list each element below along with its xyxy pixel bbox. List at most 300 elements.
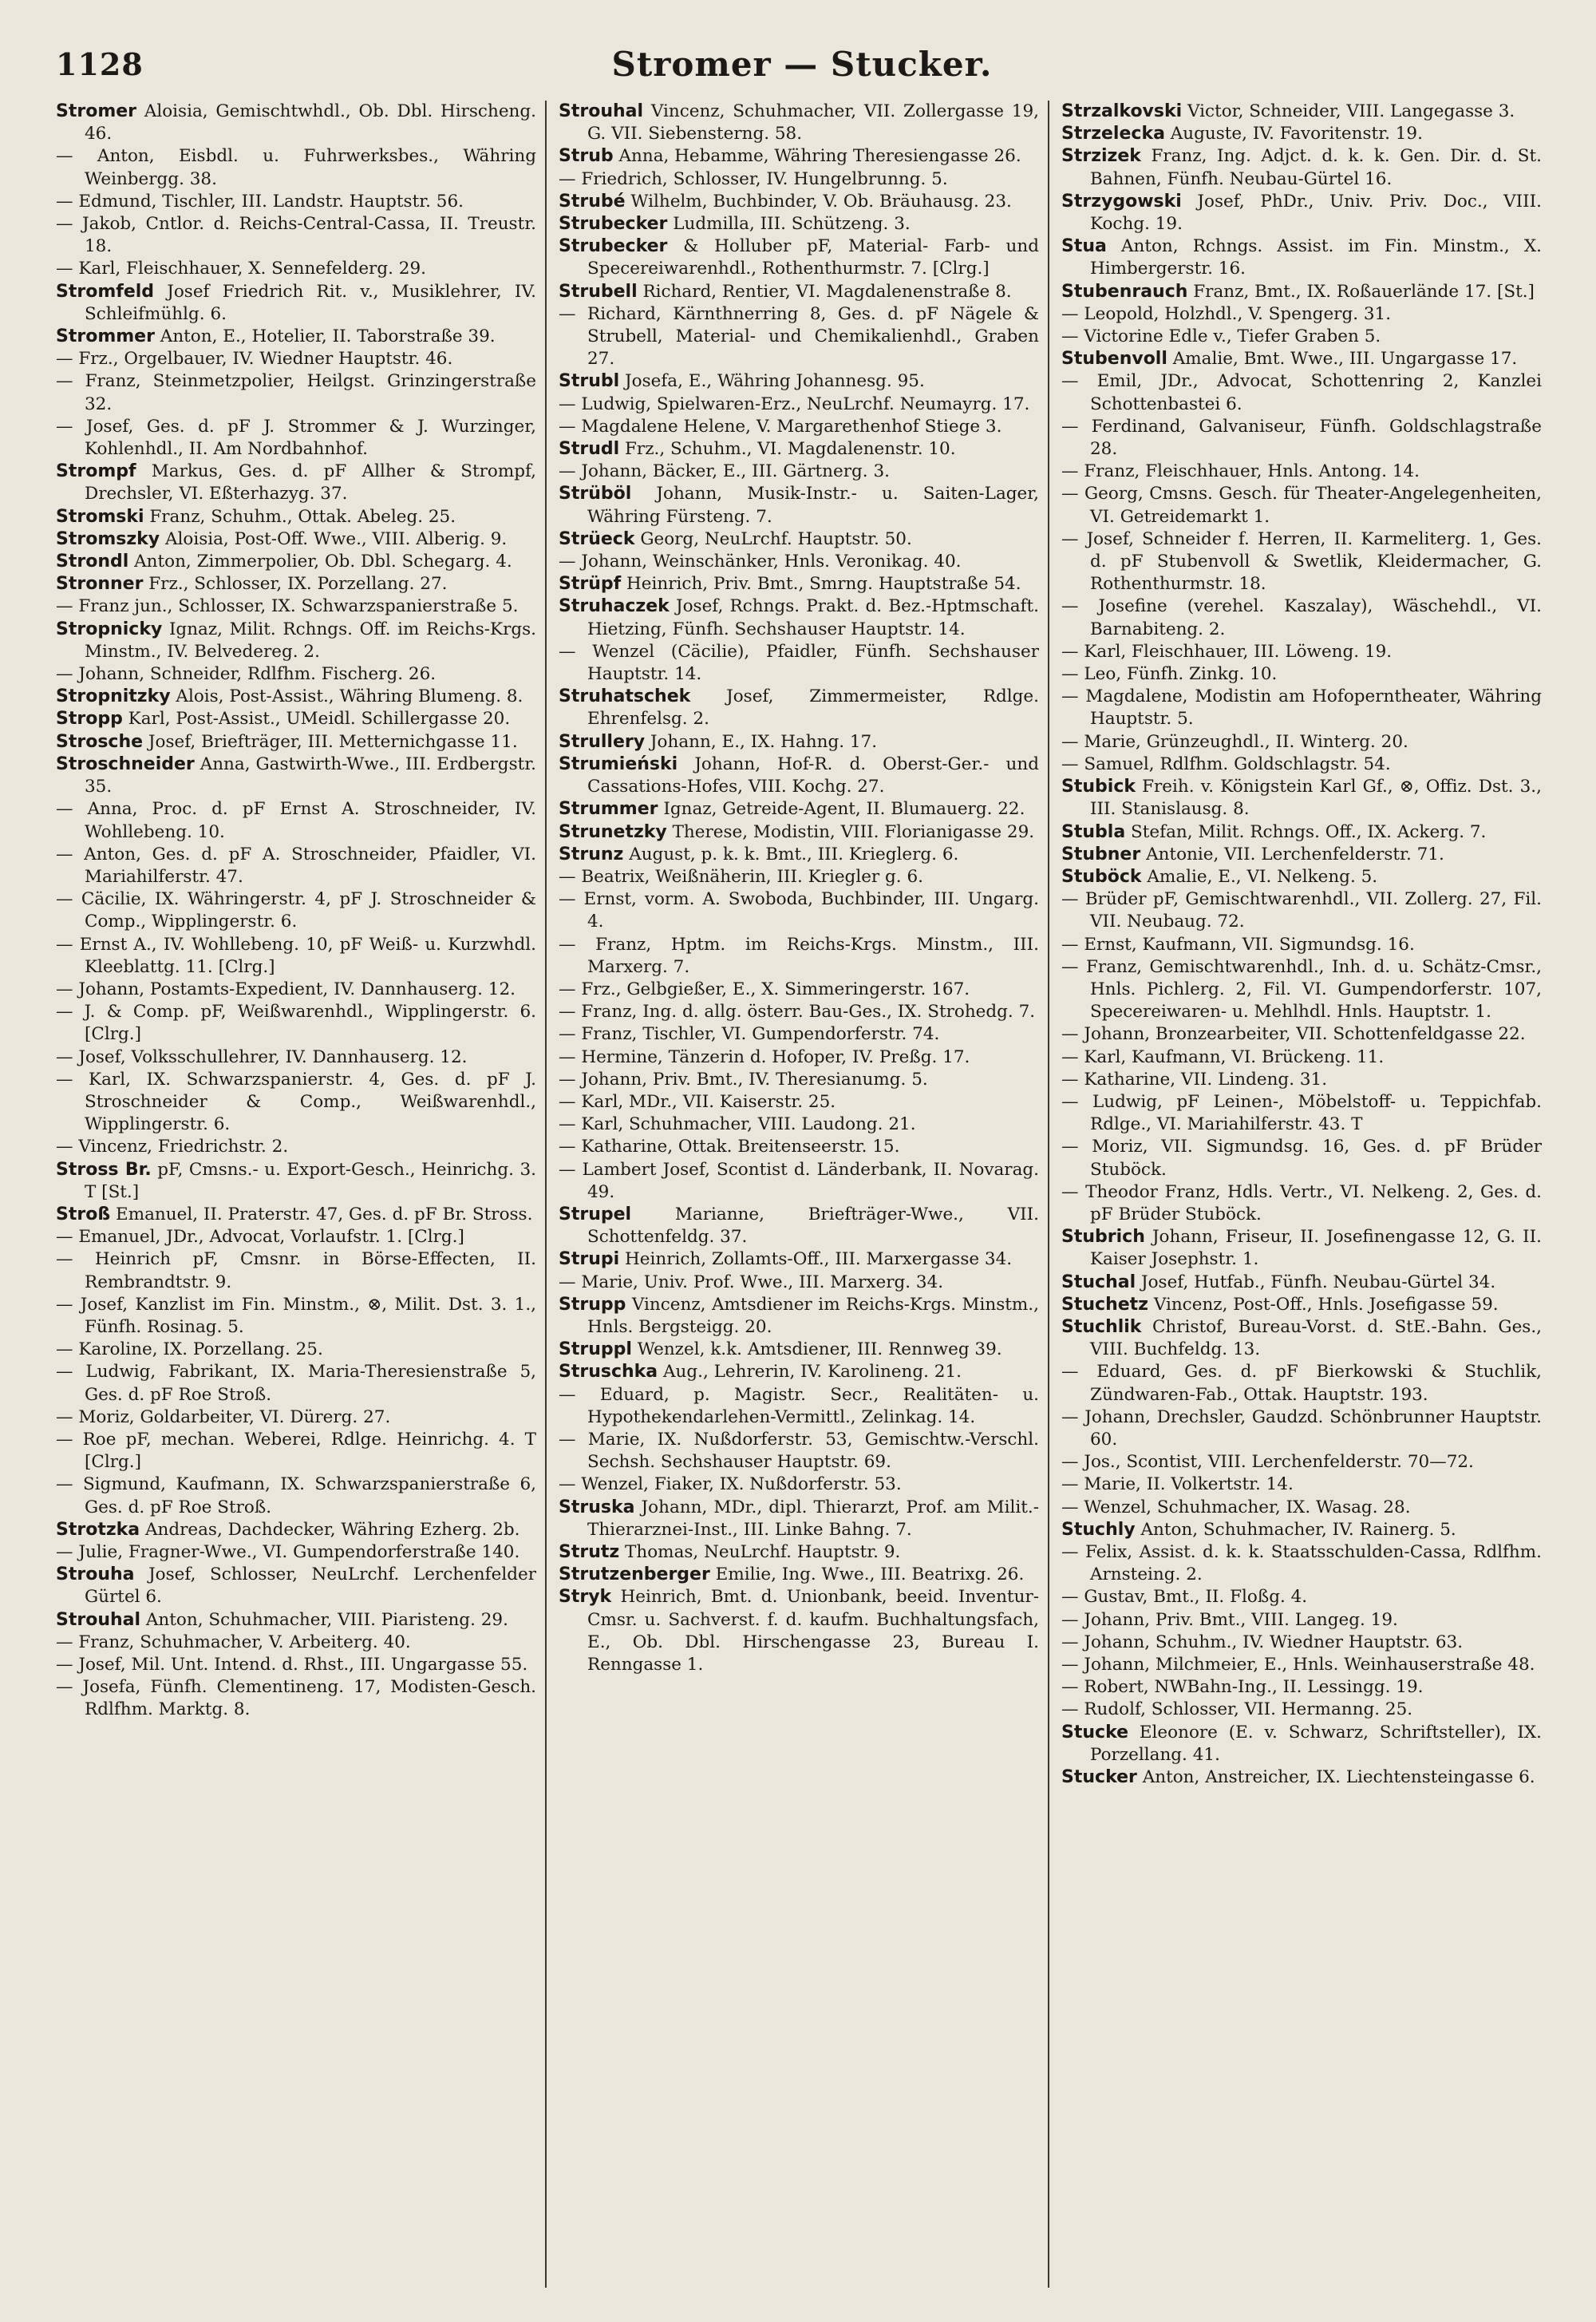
entry-text: — Johann, Milchmeier, E., Hnls. Weinhauserstraße 48. — [1061, 1655, 1535, 1675]
entry-text: Frz., Schuhm., VI. Magdalenenstr. 10. — [625, 439, 956, 460]
entry-surname: Stuchal — [1061, 1272, 1136, 1292]
entry-text: Vincenz, Post-Off., Hnls. Josefigasse 59. — [1153, 1294, 1499, 1315]
entry-text: Eleonore (E. v. Schwarz, Schriftsteller), IX. Porzellang. 41. — [1090, 1722, 1542, 1765]
directory-entry — [1061, 663, 1542, 686]
entry-surname: Stronner — [56, 574, 144, 595]
directory-entry — [1061, 1766, 1542, 1789]
entry-surname: Stropnitzky — [56, 686, 171, 707]
entry-text: — Josef, Schneider f. Herren, II. Karmeliterg. 1, Ges. d. pF Stubenvoll & Swetlik, Kleidermacher, G. Rothenthurmstr. 18. — [1061, 528, 1542, 595]
entry-surname: Strumieński — [559, 754, 678, 774]
entry-text: Anton, Rchngs. Assist. im Fin. Minstm., X. Himbergerstr. 16. — [1090, 236, 1542, 279]
directory-entry — [1061, 1226, 1542, 1271]
entry-surname: Stross Br. — [56, 1159, 152, 1180]
entry-text: Heinrich, Priv. Bmt., Smrng. Hauptstraße 54. — [626, 574, 1021, 595]
directory-entry — [559, 1136, 1039, 1158]
directory-entry — [559, 1564, 1039, 1586]
entry-surname: Strzizek — [1061, 146, 1141, 167]
entry-text: Frz., Schlosser, IX. Porzellang. 27. — [148, 574, 448, 595]
entry-surname: Struska — [559, 1497, 635, 1517]
entry-surname: Stromski — [56, 506, 144, 527]
entry-text: — Johann, Priv. Bmt., VIII. Langeg. 19. — [1061, 1609, 1398, 1630]
directory-entry — [1061, 1541, 1542, 1586]
directory-entry — [1061, 145, 1542, 190]
entry-text: — Sigmund, Kaufmann, IX. Schwarzspanierstraße 6, Ges. d. pF Roe Stroß. — [56, 1474, 536, 1517]
directory-entry — [559, 1541, 1039, 1564]
entry-surname: Strouhal — [559, 101, 644, 121]
directory-entry — [1061, 776, 1542, 821]
directory-entry — [56, 1001, 536, 1046]
entry-surname: Stubner — [1061, 844, 1141, 864]
directory-entry — [56, 191, 536, 213]
directory-entry — [1061, 1451, 1542, 1474]
entry-text: Franz, Schuhm., Ottak. Abeleg. 25. — [149, 506, 456, 527]
directory-entry — [559, 844, 1039, 866]
directory-entry — [1061, 191, 1542, 235]
entry-surname: Strubecker — [559, 236, 668, 257]
entry-text: — Lambert Josef, Scontist d. Länderbank, II. Novarag. 49. — [559, 1159, 1039, 1202]
directory-entry — [559, 1248, 1039, 1271]
entry-surname: Strutz — [559, 1542, 620, 1562]
directory-entry — [56, 551, 536, 573]
entry-text: — Eduard, Ges. d. pF Bierkowski & Stuchlik, Zündwaren-Fab., Ottak. Hauptstr. 193. — [1061, 1362, 1542, 1405]
entry-text: — Karl, Kaufmann, VI. Brückeng. 11. — [1061, 1046, 1385, 1067]
entry-text: Georg, NeuLrchf. Hauptstr. 50. — [640, 528, 912, 549]
directory-entry — [559, 1586, 1039, 1676]
directory-entry — [559, 821, 1039, 844]
entry-text: Amalie, E., VI. Nelkeng. 5. — [1147, 866, 1378, 887]
entry-text: — Katharine, VII. Lindeng. 31. — [1061, 1069, 1328, 1090]
directory-entry — [559, 686, 1039, 730]
entry-surname: Stropnicky — [56, 619, 163, 639]
directory-entry — [559, 1046, 1039, 1069]
directory-entry — [56, 461, 536, 505]
directory-entry — [1061, 1136, 1542, 1181]
directory-entry — [56, 1294, 536, 1339]
directory-entry — [1061, 888, 1542, 933]
directory-entry — [559, 528, 1039, 551]
entry-text: — Franz, Steinmetzpolier, Heilgst. Grinzingerstraße 32. — [56, 371, 536, 414]
directory-entry — [1061, 326, 1542, 348]
entry-surname: Strompf — [56, 461, 136, 482]
directory-entry — [56, 1654, 536, 1676]
entry-text: — Leopold, Holzhdl., V. Spengerg. 31. — [1061, 303, 1392, 324]
entry-text: — Johann, Postamts-Expedient, IV. Dannhauserg. 12. — [56, 979, 516, 999]
entry-text: — Cäcilie, IX. Währingerstr. 4, pF J. Stroschneider & Comp., Wipplingerstr. 6. — [56, 889, 536, 932]
entry-text: — Josef, Kanzlist im Fin. Minstm., ⊗, Milit. Dst. 3. 1., Fünfh. Rosinag. 5. — [56, 1294, 536, 1337]
directory-entry — [1061, 1676, 1542, 1699]
entry-text: — Samuel, Rdlfhm. Goldschlagstr. 54. — [1061, 754, 1391, 774]
directory-entry — [1061, 1586, 1542, 1608]
entry-text: Marianne, Briefträger-Wwe., VII. Schottenfeldg. 37. — [587, 1204, 1039, 1248]
page-header — [56, 42, 1548, 97]
entry-text: — Edmund, Tischler, III. Landstr. Hauptstr. 56. — [56, 191, 464, 212]
entry-text: — Ludwig, Fabrikant, IX. Maria-Theresienstraße 5, Ges. d. pF Roe Stroß. — [56, 1362, 536, 1405]
entry-text: — Franz, Ing. d. allg. österr. Bau-Ges., IX. Strohedg. 7. — [559, 1002, 1036, 1023]
entry-text: Amalie, Bmt. Wwe., III. Ungargasse 17. — [1172, 349, 1518, 370]
directory-entry — [1061, 821, 1542, 844]
entry-text: — Victorine Edle v., Tiefer Graben 5. — [1061, 326, 1381, 347]
directory-entry — [1061, 1699, 1542, 1721]
entry-text: Wilhelm, Buchbinder, V. Ob. Bräuhausg. 23. — [630, 191, 1012, 212]
directory-entry — [1061, 370, 1542, 415]
entry-surname: Stropp — [56, 709, 123, 730]
directory-entry — [56, 258, 536, 280]
directory-entry — [56, 1339, 536, 1361]
entry-text: Heinrich, Bmt. d. Unionbank, beeid. Inventur-Cmsr. u. Sachverst. f. d. kaufm. Buchhaltungsfach, E., Ob. Dbl. Hirschengasse 23, Bureau I. Renngasse 1. — [587, 1587, 1039, 1675]
entry-surname: Strubé — [559, 191, 626, 212]
entry-surname: Strzelecka — [1061, 124, 1165, 144]
entry-text: Markus, Ges. d. pF Allher & Strompf, Drechsler, VI. Eßterhazyg. 37. — [85, 461, 536, 504]
directory-entry — [1061, 101, 1542, 123]
entry-text: — Roe pF, mechan. Weberei, Rdlge. Heinrichg. 4. T [Clrg.] — [56, 1429, 536, 1473]
entry-text: — Johann, Bäcker, E., III. Gärtnerg. 3. — [559, 461, 890, 482]
directory-entry — [559, 1114, 1039, 1136]
directory-entry — [56, 1632, 536, 1654]
entry-text: — J. & Comp. pF, Weißwarenhdl., Wipplingerstr. 6. [Clrg.] — [56, 1002, 536, 1045]
entry-surname: Stucker — [1061, 1767, 1137, 1788]
directory-entry — [1061, 956, 1542, 1024]
entry-text: — Theodor Franz, Hdls. Vertr., VI. Nelkeng. 2, Ges. d. pF Brüder Stuböck. — [1061, 1181, 1542, 1224]
directory-entry — [559, 1497, 1039, 1541]
directory-entry — [56, 888, 536, 933]
entry-text: — Gustav, Bmt., II. Floßg. 4. — [1061, 1587, 1308, 1608]
entry-text: Anton, Schuhmacher, IV. Rainerg. 5. — [1140, 1519, 1456, 1540]
directory-entry — [559, 1204, 1039, 1248]
entry-text: — Moriz, VII. Sigmundsg. 16, Ges. d. pF Brüder Stuböck. — [1061, 1137, 1542, 1180]
entry-text: — Julie, Fragner-Wwe., VI. Gumpendorferstraße 140. — [56, 1542, 520, 1562]
directory-entry — [559, 438, 1039, 461]
entry-text: — Marie, Univ. Prof. Wwe., III. Marxerg. 34. — [559, 1272, 944, 1292]
entry-text: Josefa, E., Währing Johannesg. 95. — [625, 371, 925, 392]
entry-text: — Anton, Eisbdl. u. Fuhrwerksbes., Währing Weinbergg. 38. — [56, 146, 536, 189]
directory-entry — [559, 1294, 1039, 1339]
entry-text: — Wenzel (Cäcilie), Pfaidler, Fünfh. Sechshauser Hauptstr. 14. — [559, 641, 1039, 685]
directory-entry — [559, 641, 1039, 686]
directory-entry — [1061, 483, 1542, 528]
directory-entry — [56, 1474, 536, 1518]
directory-entry — [1061, 235, 1542, 280]
entry-surname: Struhaczek — [559, 596, 670, 617]
entry-text: — Emanuel, JDr., Advocat, Vorlaufstr. 1. [Clrg.] — [56, 1227, 464, 1248]
entry-text: Vincenz, Schuhmacher, VII. Zollergasse 19, G. VII. Siebensterng. 58. — [587, 101, 1039, 144]
entry-text: Anton, Anstreicher, IX. Liechtensteingasse 6. — [1142, 1767, 1535, 1788]
entry-text: — Felix, Assist. d. k. k. Staatsschulden-Cassa, Rdlfhm. Arnsteing. 2. — [1061, 1542, 1542, 1585]
entry-surname: Stromer — [56, 101, 137, 121]
directory-entry — [559, 461, 1039, 483]
entry-text: Josef, PhDr., Univ. Priv. Doc., VIII. Kochg. 19. — [1090, 191, 1542, 235]
directory-entry — [1061, 416, 1542, 461]
entry-surname: Strubecker — [559, 214, 668, 235]
entry-surname: Stroß — [56, 1204, 111, 1224]
directory-entry — [56, 1361, 536, 1406]
directory-entry — [559, 934, 1039, 979]
directory-entry — [1061, 866, 1542, 888]
directory-entry — [56, 506, 536, 528]
entry-surname: Strzalkovski — [1061, 101, 1183, 121]
directory-entry — [56, 1204, 536, 1226]
directory-entry — [1061, 686, 1542, 730]
entry-text: — Franz, Tischler, VI. Gumpendorferstr. 74. — [559, 1024, 940, 1045]
entry-surname: Strub — [559, 146, 614, 167]
directory-entry — [559, 191, 1039, 213]
entry-text: — Eduard, p. Magistr. Secr., Realitäten- u. Hypothekendarlehen-Vermittl., Zelinkag. 14. — [559, 1384, 1039, 1427]
entry-text: — Johann, Schneider, Rdlfhm. Fischerg. 26. — [56, 664, 437, 685]
entry-text: — Karl, IX. Schwarzspanierstr. 4, Ges. d. pF J. Stroschneider & Comp., Weißwarenhdl., Wipplingerstr. 6. — [56, 1069, 536, 1135]
entry-surname: Strüpf — [559, 574, 622, 595]
entry-surname: Struschka — [559, 1362, 658, 1383]
entry-text: Andreas, Dachdecker, Währing Ezherg. 2b. — [144, 1519, 520, 1540]
entry-surname: Stromfeld — [56, 281, 155, 302]
directory-entry — [56, 686, 536, 708]
entry-surname: Struhatschek — [559, 686, 691, 707]
entry-text: Karl, Post-Assist., UMeidl. Schillergasse 20. — [128, 709, 511, 730]
entry-text: Ignaz, Milit. Rchngs. Off. im Reichs-Krgs. Minstm., IV. Belvedereg. 2. — [85, 619, 536, 662]
entry-text: Victor, Schneider, VIII. Langegasse 3. — [1187, 101, 1515, 121]
directory-entry — [56, 326, 536, 348]
entry-surname: Strzygowski — [1061, 191, 1182, 212]
directory-entry — [1061, 1609, 1542, 1632]
entry-text: — Marie, Grünzeughdl., II. Winterg. 20. — [1061, 731, 1408, 752]
entry-text: — Ernst, vorm. A. Swoboda, Buchbinder, III. Ungarg. 4. — [559, 889, 1039, 932]
entry-surname: Strubl — [559, 371, 620, 392]
directory-entry — [56, 1069, 536, 1137]
entry-text: — Karl, Fleischhauer, X. Sennefelderg. 29. — [56, 259, 426, 279]
entry-surname: Strüeck — [559, 528, 635, 549]
entry-text: Wenzel, k.k. Amtsdiener, III. Rennweg 39. — [637, 1339, 1002, 1360]
entry-text: — Josefine (verehel. Kaszalay), Wäschehdl., VI. Barnabiteng. 2. — [1061, 596, 1542, 639]
entry-surname: Strouha — [56, 1564, 135, 1585]
entry-surname: Strunetzky — [559, 821, 667, 842]
entry-text: Heinrich, Zollamts-Off., III. Marxergasse 34. — [625, 1249, 1013, 1270]
entry-text: Aloisia, Gemischtwhdl., Ob. Dbl. Hirscheng. 46. — [85, 101, 536, 144]
directory-entry — [56, 1609, 536, 1632]
entry-text: — Franz, Hptm. im Reichs-Krgs. Minstm., III. Marxerg. 7. — [559, 934, 1039, 977]
directory-entry — [56, 619, 536, 663]
directory-entry — [559, 416, 1039, 438]
directory-entry — [1061, 1023, 1542, 1046]
entry-text: — Johann, Weinschänker, Hnls. Veronikag. 40. — [559, 552, 962, 572]
entry-text: pF, Cmsns.- u. Export-Gesch., Heinrichg. 3. T [St.] — [85, 1159, 536, 1202]
directory-entry — [56, 708, 536, 730]
column-2 — [559, 101, 1039, 2288]
directory-entry — [56, 595, 536, 618]
directory-entry — [559, 168, 1039, 191]
entry-text: August, p. k. k. Bmt., III. Krieglerg. 6. — [629, 844, 959, 864]
entry-surname: Strummer — [559, 799, 658, 820]
entry-surname: Strosche — [56, 731, 144, 752]
directory-entry — [56, 1541, 536, 1564]
entry-text: — Magdalene, Modistin am Hofoperntheater, Währing Hauptstr. 5. — [1061, 686, 1542, 730]
entry-text: — Frz., Gelbgießer, E., X. Simmeringerstr. 167. — [559, 979, 970, 999]
entry-surname: Stuböck — [1061, 866, 1142, 887]
entry-text: Franz, Bmt., IX. Roßauerlände 17. [St.] — [1193, 281, 1535, 302]
directory-entry — [1061, 1316, 1542, 1361]
entry-surname: Stua — [1061, 236, 1107, 257]
entry-text: — Karl, Schuhmacher, VIII. Laudong. 21. — [559, 1114, 916, 1135]
directory-entry — [559, 798, 1039, 821]
directory-entry — [1061, 844, 1542, 866]
directory-entry — [559, 979, 1039, 1001]
entry-surname: Stubla — [1061, 821, 1126, 842]
entry-text: — Heinrich pF, Cmsnr. in Börse-Effecten, II. Rembrandtstr. 9. — [56, 1249, 536, 1292]
directory-entry — [56, 1676, 536, 1721]
entry-surname: Strupp — [559, 1294, 626, 1315]
directory-entry — [56, 370, 536, 415]
entry-surname: Strudl — [559, 439, 620, 460]
directory-entry — [56, 663, 536, 686]
entry-text: Ignaz, Getreide-Agent, II. Blumauerg. 22. — [663, 799, 1025, 820]
entry-surname: Stubrich — [1061, 1227, 1145, 1248]
directory-entry — [559, 303, 1039, 371]
entry-text: Johann, Hof-R. d. Oberst-Ger.- und Cassations-Hofes, VIII. Kochg. 27. — [587, 754, 1039, 797]
directory-entry — [1061, 1361, 1542, 1406]
directory-entry — [559, 370, 1039, 393]
directory-entry — [1061, 1046, 1542, 1069]
entry-surname: Strommer — [56, 326, 155, 347]
directory-entry — [559, 1429, 1039, 1474]
directory-entry — [56, 1248, 536, 1293]
entry-surname: Stroschneider — [56, 754, 195, 774]
entry-surname: Stryk — [559, 1587, 612, 1608]
entry-surname: Strondl — [56, 552, 129, 572]
directory-entry — [1061, 1272, 1542, 1294]
entry-text: Therese, Modistin, VIII. Florianigasse 29. — [672, 821, 1035, 842]
entry-text: Thomas, NeuLrchf. Hauptstr. 9. — [625, 1542, 901, 1562]
directory-entry — [1061, 1091, 1542, 1136]
directory-entry — [1061, 303, 1542, 326]
directory-entry — [56, 1406, 536, 1429]
entry-surname: Struppl — [559, 1339, 632, 1360]
entry-text: — Ferdinand, Galvaniseur, Fünfh. Goldschlagstraße 28. — [1061, 416, 1542, 460]
entry-text: — Emil, JDr., Advocat, Schottenring 2, Kanzlei Schottenbastei 6. — [1061, 371, 1542, 414]
entry-text: Johann, Friseur, II. Josefinengasse 12, G. II. Kaiser Josephstr. 1. — [1090, 1227, 1542, 1270]
entry-text: — Franz, Schuhmacher, V. Arbeiterg. 40. — [56, 1632, 411, 1652]
entry-surname: Stuchly — [1061, 1519, 1136, 1540]
entry-surname: Strunz — [559, 844, 624, 864]
entry-text: — Franz jun., Schlosser, IX. Schwarzspanierstraße 5. — [56, 596, 519, 617]
directory-entry — [559, 888, 1039, 933]
directory-entry — [559, 1069, 1039, 1091]
directory-entry — [56, 1429, 536, 1474]
entry-text: — Wenzel, Schuhmacher, IX. Wasag. 28. — [1061, 1497, 1411, 1517]
entry-text: — Leo, Fünfh. Zinkg. 10. — [1061, 664, 1278, 685]
entry-text: — Karl, MDr., VII. Kaiserstr. 25. — [559, 1091, 836, 1112]
directory-entry — [1061, 1474, 1542, 1496]
directory-entry — [559, 145, 1039, 168]
entry-text: Stefan, Milit. Rchngs. Off., IX. Ackerg. 7. — [1131, 821, 1487, 842]
entry-surname: Strullery — [559, 731, 646, 752]
directory-entry — [1061, 1632, 1542, 1654]
directory-entry — [56, 528, 536, 551]
entry-text: Johann, Musik-Instr.- u. Saiten-Lager, Währing Fürsteng. 7. — [587, 484, 1039, 527]
entry-text: & Holluber pF, Material- Farb- und Specereiwarenhdl., Rothenthurmstr. 7. [Clrg.] — [587, 236, 1039, 279]
entry-text: — Wenzel, Fiaker, IX. Nußdorferstr. 53. — [559, 1474, 902, 1495]
directory-entry — [559, 551, 1039, 573]
directory-entry — [559, 731, 1039, 754]
entry-text: — Richard, Kärnthnerring 8, Ges. d. pF Nägele & Strubell, Material- und Chemikalienhdl., Graben 27. — [559, 303, 1039, 370]
entry-surname: Strubell — [559, 281, 638, 302]
directory-entry — [56, 281, 536, 326]
entry-text: — Magdalene Helene, V. Margarethenhof Stiege 3. — [559, 416, 1002, 437]
entry-text: Anton, E., Hotelier, II. Taborstraße 39. — [160, 326, 496, 347]
directory-entry — [559, 1474, 1039, 1496]
entry-text: Vincenz, Amtsdiener im Reichs-Krgs. Minstm., Hnls. Bergsteigg. 20. — [587, 1294, 1039, 1337]
entry-text: — Georg, Cmsns. Gesch. für Theater-Angelegenheiten, VI. Getreidemarkt 1. — [1061, 484, 1542, 527]
directory-entry — [559, 1339, 1039, 1361]
entry-text: — Moriz, Goldarbeiter, VI. Dürerg. 27. — [56, 1406, 391, 1427]
directory-entry — [1061, 934, 1542, 956]
entry-text: — Marie, IX. Nußdorferstr. 53, Gemischtw.-Verschl. Sechsh. Sechshauser Hauptstr. 69. — [559, 1429, 1039, 1473]
directory-entry — [559, 573, 1039, 595]
directory-entry — [1061, 1181, 1542, 1226]
entry-surname: Strupi — [559, 1249, 620, 1270]
entry-text: — Brüder pF, Gemischtwarenhdl., VII. Zollerg. 27, Fil. VII. Neubaug. 72. — [1061, 889, 1542, 932]
entry-text: Josef, Zimmermeister, Rdlge. Ehrenfelsg. 2. — [587, 686, 1039, 730]
directory-entry — [559, 1361, 1039, 1383]
entry-surname: Strotzka — [56, 1519, 140, 1540]
directory-entry — [1061, 1497, 1542, 1519]
entry-surname: Strutzenberger — [559, 1564, 710, 1585]
directory-entry — [559, 1384, 1039, 1429]
page-number: 1128 — [56, 46, 144, 82]
directory-entry — [56, 145, 536, 190]
directory-entry — [1061, 731, 1542, 754]
entry-text: — Josef, Mil. Unt. Intend. d. Rhst., III. Ungargasse 55. — [56, 1655, 528, 1675]
entry-surname: Stubenvoll — [1061, 349, 1167, 370]
entry-text: — Franz, Gemischtwarenhdl., Inh. d. u. Schätz-Cmsr., Hnls. Pichlerg. 2, Fil. VI. Gumpendorferstr. 107, Specereiwaren- u. Mehlhdl. Hnls. Hauptstr. 1. — [1061, 956, 1542, 1023]
directory-entry — [1061, 281, 1542, 303]
directory-entry — [1061, 1406, 1542, 1451]
running-head: Stromer — Stucker. — [611, 45, 993, 84]
entry-surname: Strupel — [559, 1204, 632, 1224]
directory-entry — [559, 483, 1039, 528]
entry-text: Emilie, Ing. Wwe., III. Beatrixg. 26. — [715, 1564, 1025, 1585]
directory-entry — [56, 754, 536, 798]
directory-entry — [559, 235, 1039, 280]
directory-entry — [1061, 1069, 1542, 1091]
directory-entry — [56, 844, 536, 888]
directory-entry — [56, 101, 536, 145]
directory-entry — [1061, 1519, 1542, 1541]
entry-surname: Stromszky — [56, 528, 160, 549]
directory-entry — [559, 1272, 1039, 1294]
directory-entry — [56, 1226, 536, 1248]
entry-text: Josef, Schlosser, NeuLrchf. Lerchenfelder Gürtel 6. — [85, 1564, 536, 1608]
entry-text: — Robert, NWBahn-Ing., II. Lessingg. 19. — [1061, 1677, 1424, 1698]
directory-entry — [56, 573, 536, 595]
entry-text: Anton, Schuhmacher, VIII. Piaristeng. 29. — [145, 1609, 508, 1630]
entry-text: Aloisia, Post-Off. Wwe., VIII. Alberig. 9. — [164, 528, 508, 549]
directory-entry — [56, 416, 536, 461]
directory-entry — [56, 731, 536, 754]
directory-entry — [1061, 641, 1542, 663]
entry-text: — Johann, Drechsler, Gaudzd. Schönbrunner Hauptstr. 60. — [1061, 1406, 1542, 1450]
directory-entry — [559, 1091, 1039, 1114]
directory-entry — [56, 1136, 536, 1158]
entry-text: Alois, Post-Assist., Währing Blumeng. 8. — [176, 686, 523, 707]
entry-text: — Katharine, Ottak. Breitenseerstr. 15. — [559, 1137, 900, 1157]
column-divider — [545, 101, 547, 2288]
entry-text: — Friedrich, Schlosser, IV. Hungelbrunng. 5. — [559, 168, 948, 189]
entry-surname: Stubick — [1061, 777, 1136, 797]
entry-text: Anna, Hebamme, Währing Theresiengasse 26. — [618, 146, 1021, 167]
entry-text: — Karl, Fleischhauer, III. Löweng. 19. — [1061, 641, 1393, 662]
directory-entry — [559, 595, 1039, 640]
entry-text: — Jakob, Cntlor. d. Reichs-Central-Cassa, II. Treustr. 18. — [56, 214, 536, 257]
entry-surname: Strouhal — [56, 1609, 141, 1630]
entry-text: Richard, Rentier, VI. Magdalenenstraße 8. — [642, 281, 1012, 302]
entry-surname: Stuchlik — [1061, 1316, 1142, 1337]
